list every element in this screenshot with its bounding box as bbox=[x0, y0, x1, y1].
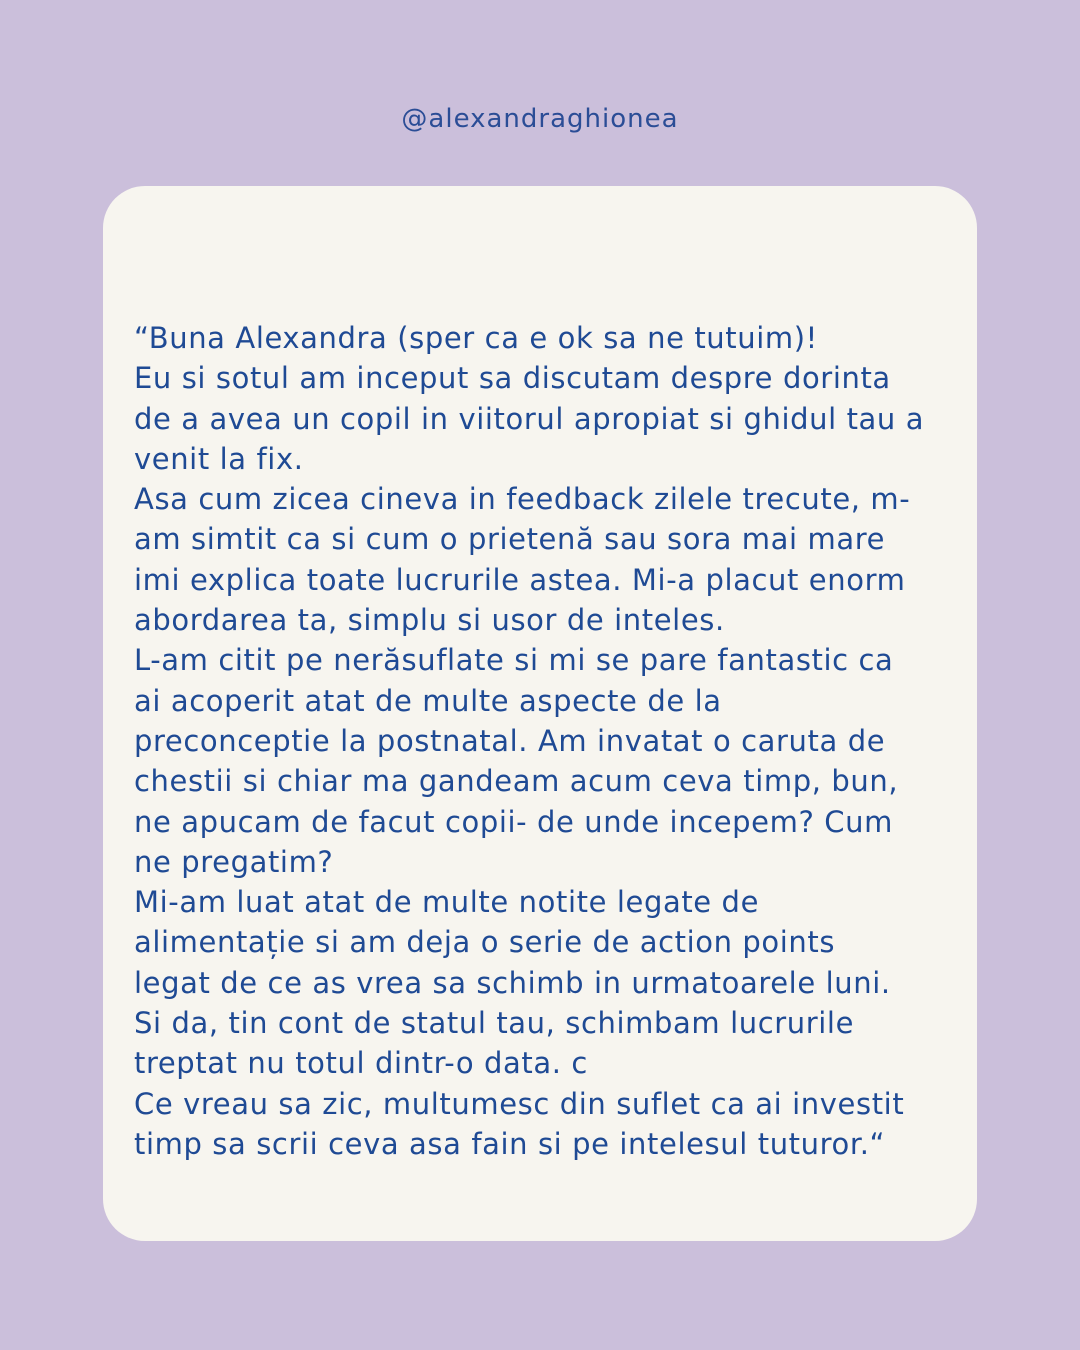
quote-line: Eu si sotul am inceput sa discutam despre dorinta bbox=[134, 361, 891, 396]
quote-line: alimentație si am deja o serie de action points bbox=[134, 925, 836, 960]
quote-line: “Buna Alexandra (sper ca e ok sa ne tutuim)! bbox=[134, 321, 818, 355]
quote-line: Asa cum zicea cineva in feedback zilele trecute, m- bbox=[134, 482, 911, 517]
quote-line: legat de ce as vrea sa schimb in urmatoarele luni. bbox=[134, 965, 891, 1000]
quote-line: am simtit ca si cum o prietenă sau sora mai mare bbox=[134, 522, 886, 557]
quote-line: imi explica toate lucrurile astea. Mi-a placut enorm bbox=[134, 562, 906, 597]
quote-line: de a avea un copil in viitorul apropiat si ghidul tau a bbox=[134, 401, 925, 436]
quote-line: chestii si chiar ma gandeam acum ceva timp, bun, bbox=[134, 764, 899, 799]
quote-line: preconceptie la postnatal. Am invatat o caruta de bbox=[134, 723, 886, 758]
quote-line: Mi-am luat atat de multe notite legate de bbox=[134, 885, 760, 920]
quote-line: venit la fix. bbox=[134, 441, 304, 476]
quote-line: ne apucam de facut copii- de unde incepem? Cum bbox=[134, 804, 893, 839]
account-handle: @alexandraghionea bbox=[401, 104, 679, 134]
quote-line: ne pregatim? bbox=[134, 844, 334, 879]
testimonial-quote bbox=[134, 318, 954, 1164]
quote-line: abordarea ta, simplu si usor de inteles. bbox=[134, 603, 725, 638]
quote-line: L-am citit pe nerăsuflate si mi se pare fantastic ca bbox=[134, 643, 894, 678]
quote-line: treptat nu totul dintr-o data. c bbox=[134, 1046, 588, 1081]
quote-line: ai acoperit atat de multe aspecte de la bbox=[134, 683, 722, 718]
quote-line: Si da, tin cont de statul tau, schimbam lucrurile bbox=[134, 1006, 855, 1041]
quote-line: timp sa scrii ceva asa fain si pe intelesul tuturor.“ bbox=[134, 1126, 886, 1161]
quote-line: Ce vreau sa zic, multumesc din suflet ca ai investit bbox=[134, 1086, 905, 1121]
